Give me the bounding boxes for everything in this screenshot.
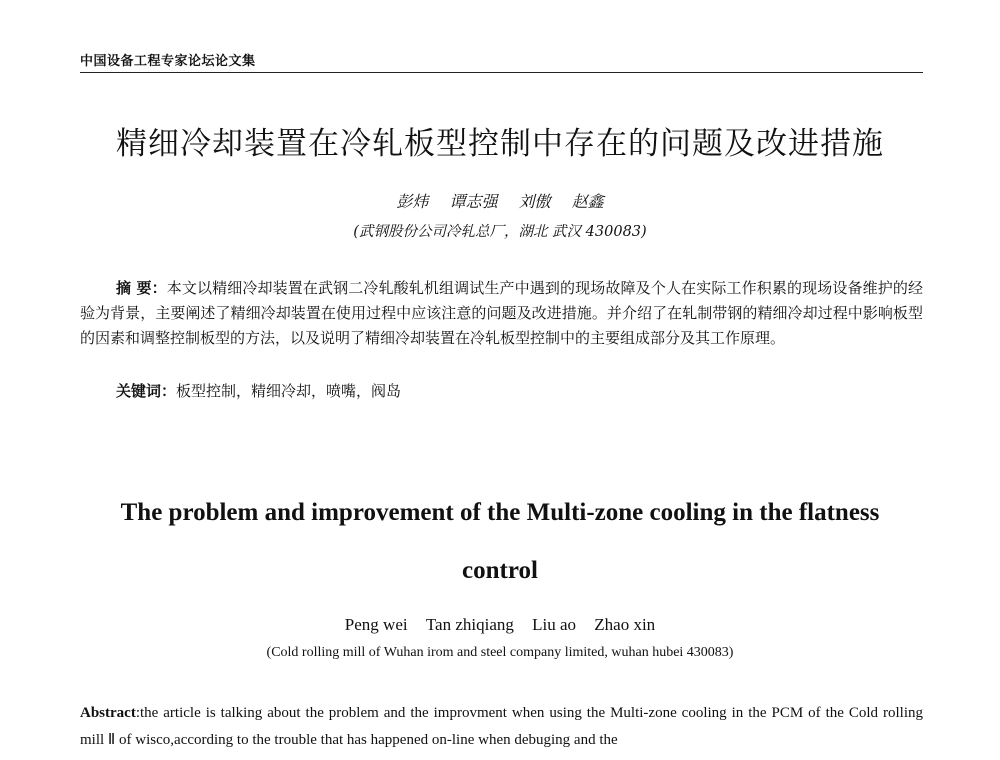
chinese-author: 赵鑫 xyxy=(571,192,604,211)
english-author: Zhao xin xyxy=(594,615,656,634)
chinese-authors xyxy=(0,189,1000,212)
chinese-abstract-text: 本文以精细冷却装置在武钢二冷轧酸轧机组调试生产中遇到的现场故障及个人在实际工作积累的现场设备维护的经验为背景，主要阐述了精细冷却装置在使用过程中应该注意的问题及改进措施。并介绍了在轧制带钢的精细冷却过程中影响板型的因素和调整控制板型的方法，以及说明了精细冷却装置在冷轧板型控制中的主要组成部分及其工作原理。 xyxy=(80,279,923,347)
english-title-line: The problem and improvement of the Multi-zone cooling in the flatness xyxy=(120,499,880,526)
english-author: Peng wei xyxy=(344,615,408,634)
chinese-author: 谭志强 xyxy=(449,192,498,211)
chinese-abstract xyxy=(80,276,923,351)
english-title xyxy=(0,484,1000,600)
chinese-author: 刘傲 xyxy=(518,192,551,211)
english-abstract-label: Abstract xyxy=(80,705,136,721)
english-author: Tan zhiqiang xyxy=(425,615,514,634)
english-authors xyxy=(0,615,1000,635)
chinese-affiliation: (武钢股份公司冷轧总厂，湖北 武汉 430083) xyxy=(353,224,647,240)
chinese-author: 彭炜 xyxy=(396,192,429,211)
english-abstract-text: :the article is talking about the problem and the improvment when using the Multi-zone cooling in the PCM of the Cold rolling mill Ⅱ of wisco,according to the trouble that has happened on-line when debuging and the xyxy=(80,705,923,748)
chinese-keywords-label: 关键词： xyxy=(116,382,177,400)
header-rule xyxy=(80,72,923,73)
chinese-keywords-text: 板型控制，精细冷却，喷嘴，阀岛 xyxy=(176,382,402,400)
english-affiliation: (Cold rolling mill of Wuhan irom and steel company limited, wuhan hubei 430083) xyxy=(266,645,734,660)
chinese-title: 精细冷却装置在冷轧板型控制中存在的问题及改进措施 xyxy=(116,126,884,162)
english-title-line: control xyxy=(462,557,538,584)
english-abstract xyxy=(80,700,923,754)
chinese-keywords xyxy=(116,380,916,401)
english-author: Liu ao xyxy=(532,615,577,634)
chinese-abstract-label: 摘 要： xyxy=(116,279,167,297)
running-header: 中国设备工程专家论坛论文集 xyxy=(80,54,256,69)
